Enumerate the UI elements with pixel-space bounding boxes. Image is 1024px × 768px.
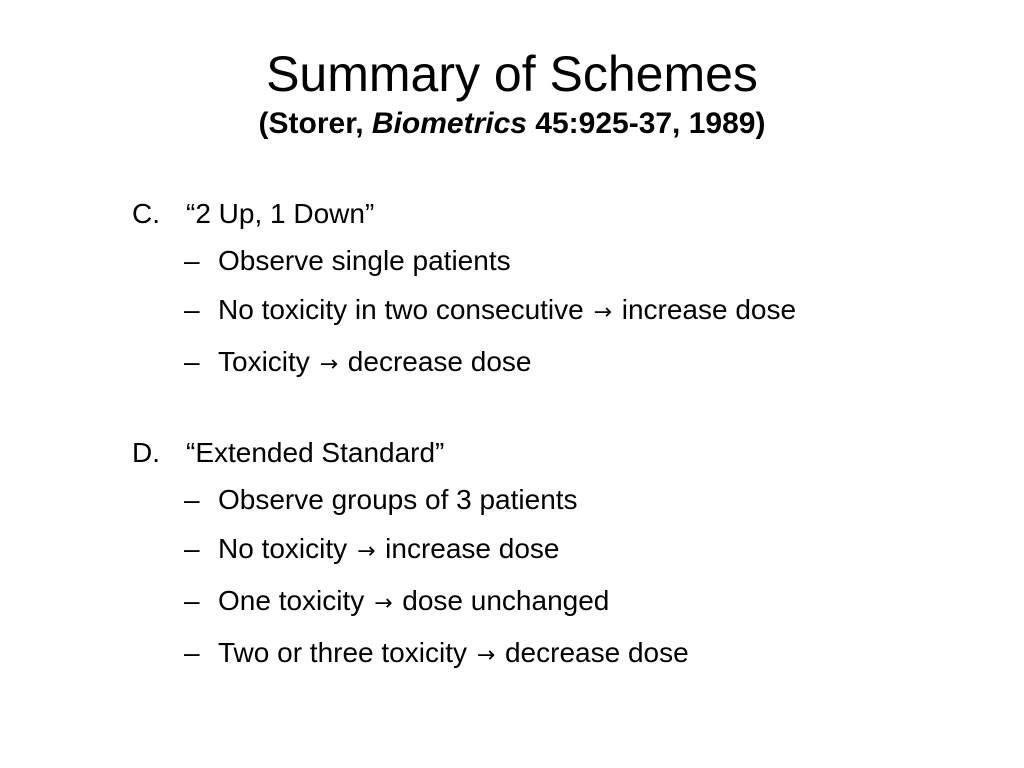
- section-letter: C.: [132, 198, 160, 229]
- dash-marker: –: [184, 294, 200, 325]
- section-letter: D.: [132, 437, 160, 468]
- bullet-text-before: Observe groups of 3 patients: [218, 484, 578, 515]
- section-d: [132, 431, 872, 676]
- bullet-text-before: No toxicity in two consecutive: [218, 294, 592, 325]
- bullet-text-before: One toxicity: [218, 585, 373, 616]
- bullet-text: [218, 480, 872, 520]
- bullet-item: [132, 290, 872, 333]
- bullet-text: [218, 290, 872, 333]
- bullet-item: [132, 633, 872, 676]
- bullet-item: [132, 480, 872, 520]
- bullet-item: [132, 529, 872, 572]
- subtitle-journal: Biometrics: [371, 107, 527, 140]
- dash-marker: –: [184, 533, 200, 564]
- bullet-list: [132, 241, 872, 385]
- bullet-text-before: No toxicity: [218, 533, 355, 564]
- right-arrow-icon: →: [476, 643, 496, 668]
- subtitle-author: (Storer,: [258, 107, 372, 140]
- dash-marker: –: [184, 637, 200, 668]
- bullet-text: [218, 342, 872, 385]
- bullet-text: [218, 529, 872, 572]
- bullet-text-before: Two or three toxicity: [218, 637, 475, 668]
- bullet-list: [132, 480, 872, 676]
- right-arrow-icon: →: [319, 352, 339, 377]
- dash-marker: –: [184, 585, 200, 616]
- dash-marker: –: [184, 245, 200, 276]
- right-arrow-icon: →: [356, 539, 376, 564]
- bullet-text: [218, 241, 872, 281]
- right-arrow-icon: →: [593, 300, 612, 325]
- slide-content: [132, 192, 872, 685]
- bullet-text-after: dose unchanged: [394, 585, 610, 616]
- bullet-text-after: increase dose: [613, 294, 797, 325]
- title-block: [0, 44, 1024, 142]
- section-label: “Extended Standard”: [186, 437, 445, 468]
- section-label: “2 Up, 1 Down”: [186, 198, 375, 229]
- right-arrow-icon: →: [374, 591, 393, 616]
- dash-marker: –: [184, 484, 200, 515]
- section-c: [132, 192, 872, 385]
- bullet-item: [132, 342, 872, 385]
- bullet-text-after: decrease dose: [340, 346, 532, 377]
- bullet-text-after: decrease dose: [497, 637, 689, 668]
- bullet-text: [218, 633, 872, 676]
- slide-subtitle: [0, 106, 1024, 142]
- section-heading: [132, 192, 872, 236]
- bullet-text: [218, 581, 872, 624]
- bullet-text-after: increase dose: [377, 533, 560, 564]
- slide-title: Summary of Schemes: [266, 46, 758, 102]
- dash-marker: –: [184, 346, 200, 377]
- bullet-text-before: Toxicity: [218, 346, 318, 377]
- bullet-text-before: Observe single patients: [218, 245, 511, 276]
- bullet-item: [132, 241, 872, 281]
- bullet-item: [132, 581, 872, 624]
- section-heading: [132, 431, 872, 475]
- subtitle-citation: 45:925-37, 1989): [526, 107, 766, 140]
